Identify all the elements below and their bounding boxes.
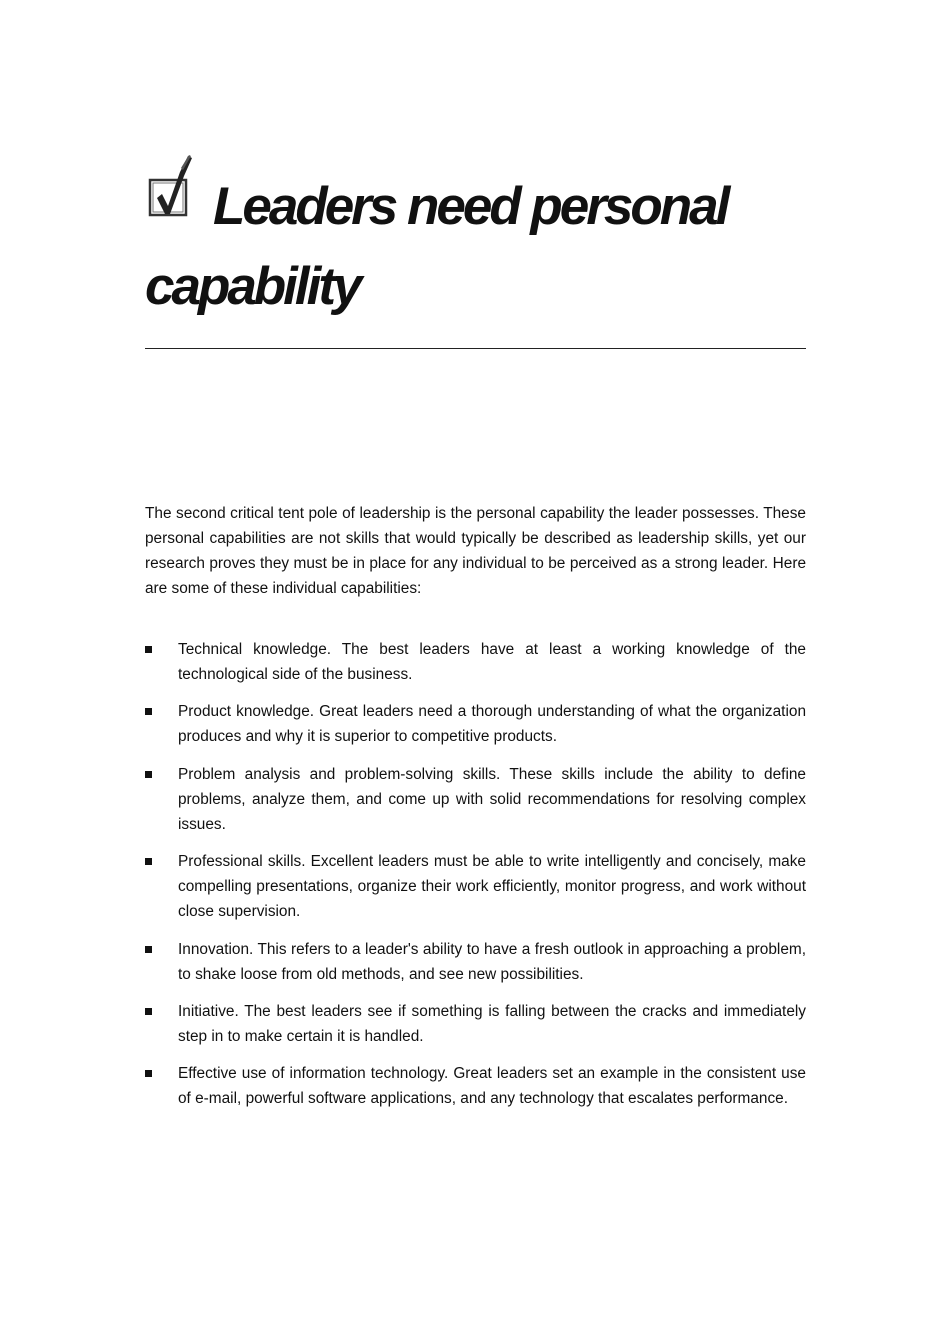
square-bullet-icon — [145, 946, 152, 953]
list-item — [145, 937, 806, 987]
list-item — [145, 1061, 806, 1111]
list-item-text: Effective use of information technology. Great leaders set an example in the consistent use of e-mail, powerful software applications, and any technology that escalates performance. — [178, 1065, 806, 1108]
list-item-text: Innovation. This refers to a leader's ability to have a fresh outlook in approaching a problem, to shake loose from old methods, and see new possibilities. — [178, 940, 806, 983]
list-item-text: Initiative. The best leaders see if something is falling between the cracks and immediately step in to make certain it is handled. — [178, 1002, 806, 1045]
title-divider — [145, 348, 806, 349]
square-bullet-icon — [145, 646, 152, 653]
list-item — [145, 637, 806, 687]
intro-paragraph: The second critical tent pole of leadership is the personal capability the leader possesses. These personal capabilities are not skills that would typically be described as leadership skills, yet our research proves they must be in place for any individual to be perceived as a strong leader. Here are some of these individual capabilities: — [145, 505, 806, 597]
list-item — [145, 762, 806, 837]
square-bullet-icon — [145, 771, 152, 778]
list-item-text: Product knowledge. Great leaders need a thorough understanding of what the organization produces and why it is superior to competitive products. — [178, 703, 806, 746]
capability-list — [145, 637, 806, 1124]
square-bullet-icon — [145, 708, 152, 715]
list-item-text: Professional skills. Excellent leaders must be able to write intelligently and concisely, make compelling presentations, organize their work efficiently, monitor progress, and work without close supervision. — [178, 853, 806, 921]
list-item — [145, 699, 806, 749]
list-item-text: Technical knowledge. The best leaders have at least a working knowledge of the technological side of the business. — [178, 641, 806, 683]
list-item — [145, 999, 806, 1049]
square-bullet-icon — [145, 1070, 152, 1077]
list-item-text: Problem analysis and problem-solving skills. These skills include the ability to define problems, analyze them, and come up with solid recommendations for resolving complex issues. — [178, 765, 806, 833]
square-bullet-icon — [145, 1008, 152, 1015]
page-title: Leaders need personal capability — [145, 177, 728, 316]
square-bullet-icon — [145, 858, 152, 865]
list-item — [145, 849, 806, 924]
